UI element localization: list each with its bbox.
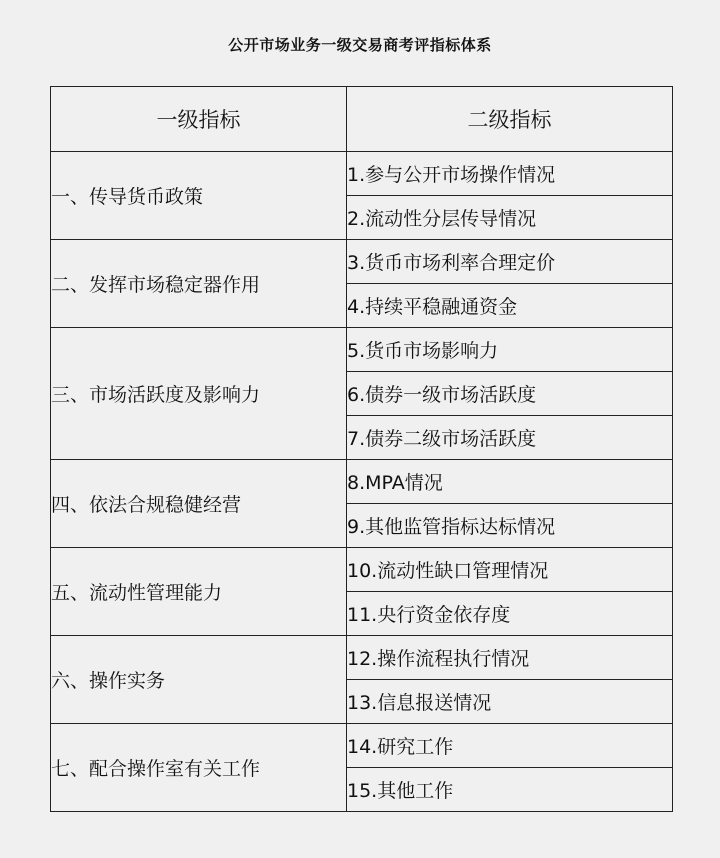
level1-indicator: 二、发挥市场稳定器作用: [51, 240, 347, 328]
indicator-table: [50, 86, 673, 812]
level1-indicator: 五、流动性管理能力: [51, 548, 347, 636]
level2-indicator: 12.操作流程执行情况: [347, 636, 673, 680]
level2-indicator: 10.流动性缺口管理情况: [347, 548, 673, 592]
level2-indicator: 7.债券二级市场活跃度: [347, 416, 673, 460]
table-header-row: [51, 87, 673, 152]
level2-indicator: 14.研究工作: [347, 724, 673, 768]
level2-indicator: 15.其他工作: [347, 768, 673, 812]
level2-indicator: 8.MPA情况: [347, 460, 673, 504]
level2-indicator: 4.持续平稳融通资金: [347, 284, 673, 328]
page-title: 公开市场业务一级交易商考评指标体系: [228, 36, 492, 54]
level1-indicator: 一、传导货币政策: [51, 152, 347, 240]
level2-indicator: 13.信息报送情况: [347, 680, 673, 724]
table-row: [51, 240, 673, 284]
table-row: [51, 328, 673, 372]
table-row: [51, 152, 673, 196]
level1-indicator: 三、市场活跃度及影响力: [51, 328, 347, 460]
level2-indicator: 3.货币市场利率合理定价: [347, 240, 673, 284]
level2-indicator: 5.货币市场影响力: [347, 328, 673, 372]
header-level1: 一级指标: [51, 87, 347, 152]
level1-indicator: 四、依法合规稳健经营: [51, 460, 347, 548]
level1-indicator: 七、配合操作室有关工作: [51, 724, 347, 812]
level2-indicator: 1.参与公开市场操作情况: [347, 152, 673, 196]
level2-indicator: 11.央行资金依存度: [347, 592, 673, 636]
table-row: [51, 548, 673, 592]
level2-indicator: 2.流动性分层传导情况: [347, 196, 673, 240]
table-row: [51, 724, 673, 768]
table-row: [51, 636, 673, 680]
header-level2: 二级指标: [347, 87, 673, 152]
level1-indicator: 六、操作实务: [51, 636, 347, 724]
level2-indicator: 9.其他监管指标达标情况: [347, 504, 673, 548]
table-row: [51, 460, 673, 504]
level2-indicator: 6.债券一级市场活跃度: [347, 372, 673, 416]
